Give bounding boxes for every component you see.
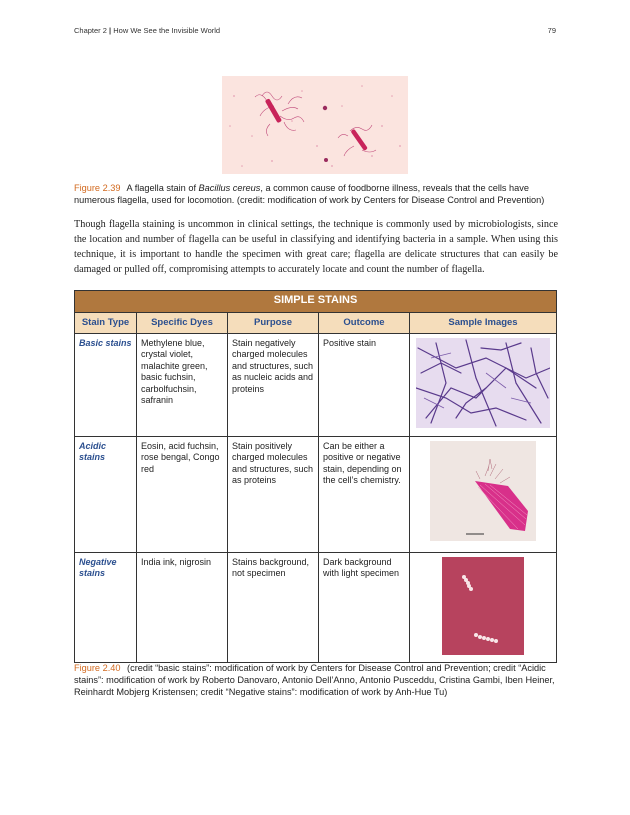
figure-label: Figure 2.40: [74, 663, 121, 673]
page-header: [74, 26, 556, 35]
table-row: [75, 436, 557, 552]
figure-2-39-caption: [74, 182, 558, 206]
col-header-sample-images: Sample Images: [410, 313, 557, 334]
simple-stains-table: [74, 290, 557, 663]
caption-text-pre: A flagella stain of: [126, 183, 199, 193]
caption-text-post: , a common cause of foodborne illness, reveals that the cells have numerous flagella, used for locomotion. (credit: modification of work by Centers for Disease Control and Prevention): [74, 183, 545, 205]
specific-dyes: Methylene blue, crystal violet, malachite green, basic fuchsin, carbolfuchsin, safranin: [137, 333, 228, 436]
specific-dyes: India ink, nigrosin: [137, 552, 228, 663]
table-header-row: [75, 313, 557, 334]
acidic-stain-sample-image: [430, 441, 536, 541]
purpose: Stain negatively charged molecules and structures, such as nucleic acids and proteins: [228, 333, 319, 436]
col-header-outcome: Outcome: [319, 313, 410, 334]
chapter-title: How We See the Invisible World: [113, 26, 221, 35]
figure-2-40-caption: [74, 662, 558, 698]
purpose: Stains background, not specimen: [228, 552, 319, 663]
stain-type: Basic stains: [75, 333, 137, 436]
caption-text: (credit “basic stains”: modification of work by Centers for Disease Control and Prevention; credit “Acidic stains”: modification of work by Roberto Danovaro, Antonio Dell’Anno, Antonio Pusceddu, Cristina Gambi, Iben Heiner, Reinhardt Mobjerg Kristensen; credit “Negative stains”: modification of work by Anh-Hue Tu): [74, 663, 555, 697]
figure-label: Figure 2.39: [74, 183, 121, 193]
header-separator: |: [109, 26, 112, 35]
body-paragraph: Though flagella staining is uncommon in clinical settings, the technique is commonly used by microbiologists, since the location and number of flagella can be useful in classifying and identifying bacteria in a sample. When using this technique, it is important to handle the specimen with great care; flagella are delicate structures that can easily be damaged or pulled off, compromising attempts to accurately locate and count the number of flagella.: [74, 219, 558, 275]
negative-stain-sample-image: [442, 557, 524, 655]
stain-type: Negative stains: [75, 552, 137, 663]
outcome: Can be either a positive or negative stain, depending on the cell’s chemistry.: [319, 436, 410, 552]
flagella-stain-image: [222, 76, 408, 174]
page-number: 79: [547, 26, 556, 35]
specific-dyes: Eosin, acid fuchsin, rose bengal, Congo red: [137, 436, 228, 552]
outcome: Positive stain: [319, 333, 410, 436]
stain-type: Acidic stains: [75, 436, 137, 552]
col-header-purpose: Purpose: [228, 313, 319, 334]
purpose: Stain positively charged molecules and structures, such as proteins: [228, 436, 319, 552]
table-title: SIMPLE STAINS: [75, 291, 557, 313]
table-row: [75, 333, 557, 436]
col-header-specific-dyes: Specific Dyes: [137, 313, 228, 334]
outcome: Dark background with light specimen: [319, 552, 410, 663]
col-header-stain-type: Stain Type: [75, 313, 137, 334]
caption-species: Bacillus cereus: [198, 183, 261, 193]
chapter-label: Chapter 2: [74, 26, 107, 35]
basic-stain-sample-image: [416, 338, 550, 428]
table-row: [75, 552, 557, 663]
